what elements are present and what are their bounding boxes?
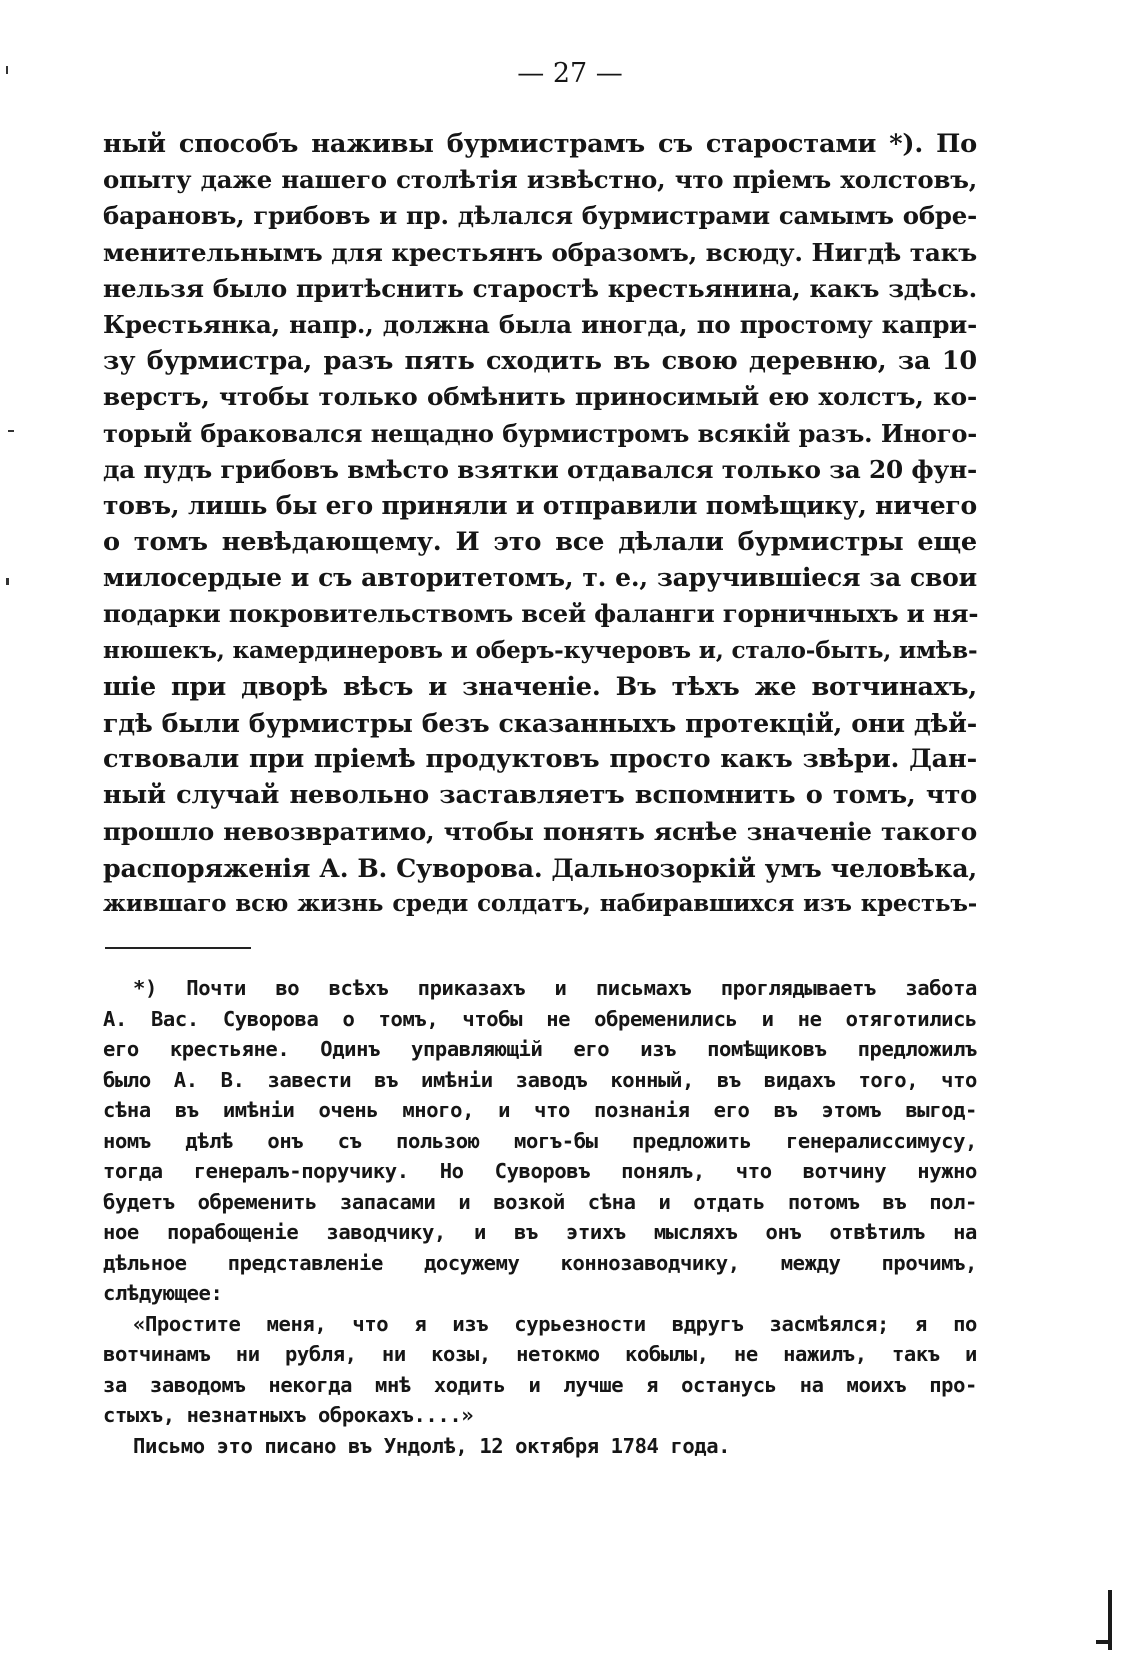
text-line: да пудъ грибовъ вмѣсто взятки отдавался только за 20 фун-: [103, 454, 977, 484]
scan-speck: [6, 578, 9, 585]
text-line: распоряженія А. В. Суворова. Дальнозоркій умъ человѣка,: [103, 852, 977, 883]
footnote-line: дѣльное представленіе досужему коннозаводчику, между прочимъ,: [103, 1250, 977, 1275]
footnote-divider: [105, 947, 251, 949]
text-line: о томъ невѣдающему. И это все дѣлали бурмистры еще: [103, 527, 977, 558]
footnote-block: [103, 973, 977, 1461]
footnote-line: *) Почти во всѣхъ приказахъ и письмахъ проглядываетъ забота: [133, 976, 977, 1000]
text-line: Крестьянка, напр., должна была иногда, по простому капри-: [103, 309, 977, 339]
footnote-line: тогда генералъ-поручику. Но Суворовъ понялъ, что вотчину нужно: [103, 1159, 977, 1183]
page-number: — 27 —: [517, 58, 623, 89]
footnote-line: его крестьяне. Одинъ управляющій его изъ помѣщиковъ предложилъ: [103, 1037, 977, 1061]
main-text-block: [103, 126, 977, 922]
footnote-line: сѣна въ имѣніи очень много, и что познанія его въ этомъ выгод-: [103, 1098, 977, 1122]
text-line: прошло невозвратимо, чтобы понять яснѣе значеніе такого: [103, 816, 977, 846]
footnote-quote-line: за заводомъ некогда мнѣ ходить и лучше я останусь на моихъ про-: [103, 1372, 977, 1397]
scan-speck: [8, 430, 14, 432]
text-line: гдѣ были бурмистры безъ сказанныхъ протекцій, они дѣй-: [103, 708, 977, 738]
text-line: товъ, лишь бы его приняли и отправили помѣщику, ничего: [103, 490, 977, 520]
text-line: подарки покровительствомъ всей фаланги горничныхъ и ня-: [103, 599, 979, 629]
text-line: нельзя было притѣснить старостѣ крестьянина, какъ здѣсь.: [103, 273, 977, 303]
footnote-line: А. Вас. Суворова о томъ, чтобы не обременились и не отяготились: [103, 1006, 977, 1031]
footnote-line: слѣдующее:: [103, 1281, 223, 1305]
text-line: ствовали при пріемѣ продуктовъ просто какъ звѣри. Дан-: [103, 744, 977, 775]
text-line: ный случай невольно заставляетъ вспомнить о томъ, что: [103, 780, 977, 811]
text-line: барановъ, грибовъ и пр. дѣлался бурмистрами самымъ обре-: [103, 201, 977, 231]
scan-edge-shadow: [1096, 1640, 1112, 1644]
text-line: опыту даже нашего столѣтія извѣстно, что пріемъ холстовъ,: [103, 165, 977, 195]
footnote-quote-line: стыхъ, незнатныхъ оброкахъ....»: [103, 1403, 474, 1427]
text-line: жившаго всю жизнь среди солдатъ, набиравшихся изъ крестьъ-: [103, 889, 977, 917]
footnote-signature-line: Письмо это писано въ Ундолѣ, 12 октября 1784 года.: [133, 1433, 731, 1458]
text-line: торый браковался нещадно бурмистромъ всякій разъ. Иного-: [103, 418, 977, 448]
footnote-line: ное порабощеніе заводчику, и въ этихъ мысляхъ онъ отвѣтилъ на: [103, 1220, 977, 1244]
text-line: зу бурмистра, разъ пять сходить въ свою деревню, за 10: [103, 346, 977, 377]
text-line: менительнымъ для крестьянъ образомъ, всюду. Нигдѣ такъ: [103, 237, 977, 267]
text-line: милосердые и съ авторитетомъ, т. е., заручившіеся за свои: [103, 563, 977, 593]
text-line: нюшекъ, камердинеровъ и оберъ-кучеровъ и, стало-быть, имѣв-: [103, 636, 978, 664]
footnote-line: будетъ обременить запасами и возкой сѣна и отдать потомъ въ пол-: [103, 1189, 977, 1214]
text-line: верстъ, чтобы только обмѣнить приносимый ею холстъ, ко-: [103, 382, 977, 412]
footnote-line: было А. В. завести въ имѣніи заводъ конный, въ видахъ того, что: [103, 1067, 977, 1092]
footnote-quote-line: «Простите меня, что я изъ сурьезности вдругъ засмѣялся; я по: [133, 1311, 977, 1336]
text-line: шіе при дворѣ вѣсъ и значеніе. Въ тѣхъ же вотчинахъ,: [103, 671, 977, 702]
scan-speck: [6, 66, 8, 74]
text-line: ный способъ наживы бурмистрамъ съ старостами *). По: [103, 129, 977, 159]
footnote-line: номъ дѣлѣ онъ съ пользою могъ-бы предложить генералиссимусу,: [103, 1128, 977, 1153]
footnote-quote-line: вотчинамъ ни рубля, ни козы, нетокмо кобылы, не нажилъ, такъ и: [103, 1342, 977, 1366]
